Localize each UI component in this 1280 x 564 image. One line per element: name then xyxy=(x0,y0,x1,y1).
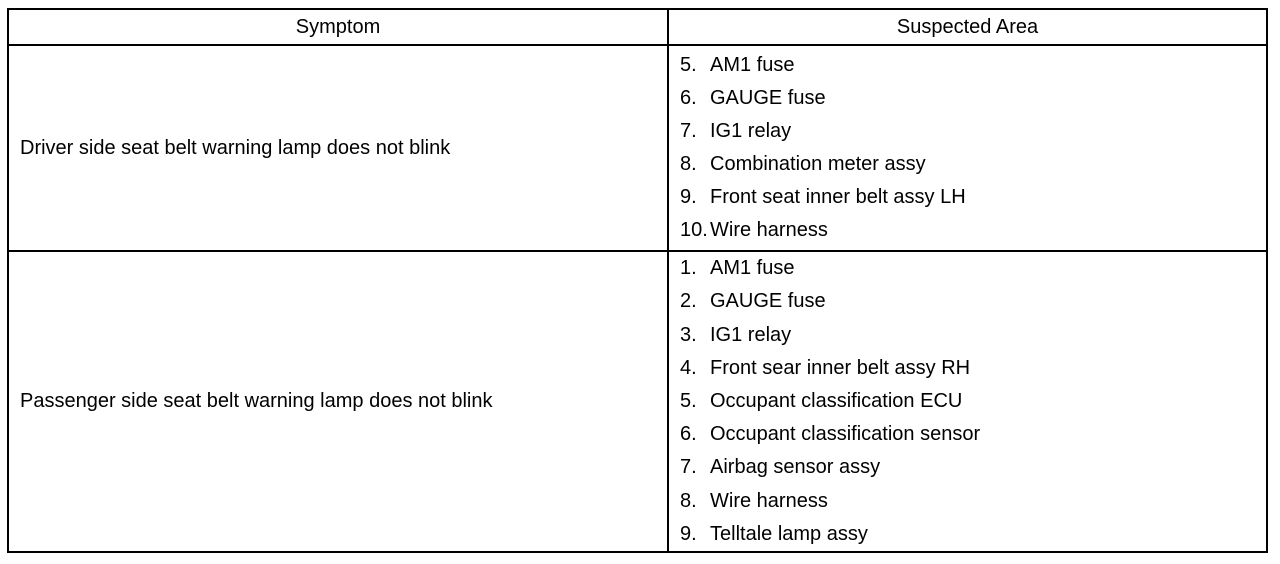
table-row xyxy=(8,251,1267,552)
suspected-area-text: Front sear inner belt assy RH xyxy=(710,356,971,379)
suspected-area-item xyxy=(680,181,1266,214)
suspected-area-text: IG1 relay xyxy=(710,119,792,142)
suspected-area-text: Telltale lamp assy xyxy=(710,522,868,545)
suspected-area-number: 8. xyxy=(680,153,697,176)
header-symptom: Symptom xyxy=(8,9,668,45)
suspected-area-number: 6. xyxy=(680,423,697,446)
suspected-area-number: 10. xyxy=(680,219,708,242)
suspected-area-number: 5. xyxy=(680,53,697,76)
suspected-area-list xyxy=(680,252,1266,551)
suspected-area-number: 8. xyxy=(680,489,697,512)
suspected-area-number: 2. xyxy=(680,290,697,313)
suspected-area-item xyxy=(680,285,1266,318)
suspected-area-item xyxy=(680,214,1266,247)
suspected-area-item xyxy=(680,484,1266,517)
suspected-area-text: Occupant classification sensor xyxy=(710,423,981,446)
suspected-area-number: 5. xyxy=(680,390,697,412)
suspected-area-number: 1. xyxy=(680,257,697,280)
suspected-area-item xyxy=(680,352,1266,385)
troubleshooting-table xyxy=(7,8,1268,553)
suspected-area-item xyxy=(680,115,1266,148)
symptom-cell: Driver side seat belt warning lamp does not blink xyxy=(8,45,668,251)
suspected-area-text: Occupant classification ECU xyxy=(710,390,963,412)
suspected-area-text: AM1 fuse xyxy=(710,53,795,76)
suspected-area-text: GAUGE fuse xyxy=(710,86,826,109)
suspected-area-text: Front seat inner belt assy LH xyxy=(710,186,966,209)
suspected-area-text: AM1 fuse xyxy=(710,257,795,280)
suspected-area-item xyxy=(680,252,1266,285)
symptom-cell: Passenger side seat belt warning lamp does not blink xyxy=(8,251,668,552)
suspected-area-text: Wire harness xyxy=(710,219,828,242)
suspected-area-number: 9. xyxy=(680,522,697,545)
suspected-area-cell xyxy=(668,45,1267,251)
suspected-area-number: 3. xyxy=(680,323,697,346)
table-row xyxy=(8,45,1267,251)
suspected-area-text: Wire harness xyxy=(710,489,828,512)
suspected-area-item xyxy=(680,418,1266,451)
suspected-area-number: 7. xyxy=(680,456,697,479)
suspected-area-list xyxy=(680,48,1266,247)
suspected-area-item xyxy=(680,48,1266,81)
suspected-area-item xyxy=(680,82,1266,115)
header-suspected-area: Suspected Area xyxy=(668,9,1267,45)
suspected-area-cell xyxy=(668,251,1267,552)
table-header-row xyxy=(8,9,1267,45)
suspected-area-item xyxy=(680,451,1266,484)
suspected-area-text: GAUGE fuse xyxy=(710,290,826,313)
suspected-area-number: 6. xyxy=(680,86,697,109)
suspected-area-number: 7. xyxy=(680,119,697,142)
suspected-area-item xyxy=(680,518,1266,551)
suspected-area-text: Airbag sensor assy xyxy=(710,456,881,479)
suspected-area-number: 4. xyxy=(680,356,697,379)
suspected-area-text: Combination meter assy xyxy=(710,153,926,176)
suspected-area-item xyxy=(680,385,1266,418)
suspected-area-number: 9. xyxy=(680,186,697,209)
suspected-area-item xyxy=(680,148,1266,181)
suspected-area-item xyxy=(680,319,1266,352)
suspected-area-text: IG1 relay xyxy=(710,323,792,346)
